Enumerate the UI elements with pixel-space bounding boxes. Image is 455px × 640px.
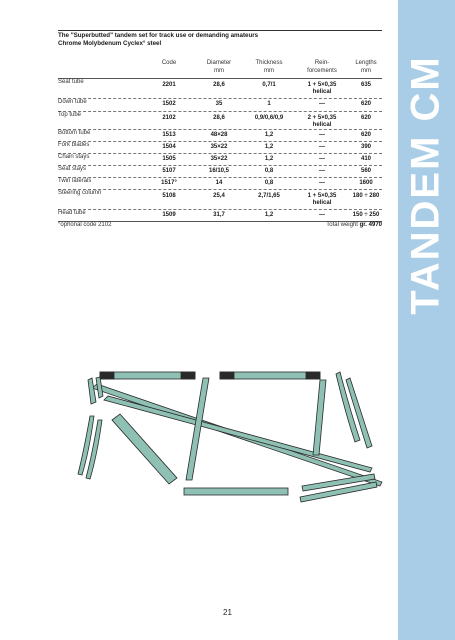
cell-diameter: 35×22 — [210, 156, 228, 162]
top-tube-rear-end-left — [100, 372, 114, 379]
row-label: Steering column — [58, 190, 102, 196]
top-tube-front-end-left — [220, 372, 234, 379]
cell-code: 1509 — [162, 212, 176, 218]
seat-tube-2 — [313, 380, 326, 455]
cell-reinforcements-main: — — [319, 180, 325, 186]
stay-left-2 — [96, 377, 103, 398]
cell-reinforcements-main: 2 + 5×0,35 — [307, 115, 337, 121]
side-title: TANDEM CM — [403, 55, 448, 315]
cell-reinforcements-main: 1 + 5×0,35 — [307, 82, 337, 88]
cell-lengths: 410 — [360, 156, 371, 162]
cell-code: 2201 — [162, 82, 176, 88]
page-number: 21 — [223, 608, 232, 617]
bottom-tube — [184, 488, 288, 495]
cell-lengths: 390 — [360, 144, 371, 150]
cell-code: 1513 — [162, 132, 176, 138]
cell-reinforcements-main: — — [319, 101, 325, 107]
row-label: Down tube — [58, 99, 87, 105]
top-tube-front-body — [220, 372, 320, 379]
cell-lengths: 560 — [360, 168, 371, 174]
column-header-label: Rein- — [314, 60, 330, 66]
total-weight-value: gr. 4970 — [359, 222, 382, 228]
cell-reinforcements-main: — — [319, 212, 325, 218]
row-label: Bottom tube — [58, 130, 91, 136]
cell-thickness: 1,2 — [264, 212, 274, 218]
cell-thickness: 1 — [267, 101, 271, 107]
cell-diameter: 28,6 — [213, 82, 225, 88]
cell-thickness: 1,2 — [264, 132, 274, 138]
row-label: Seat tube — [58, 79, 84, 85]
cell-code: 1502 — [162, 101, 176, 107]
cell-reinforcements-main: — — [319, 168, 325, 174]
cell-code: 1504 — [162, 144, 176, 150]
cell-thickness: 2,7/1,65 — [258, 193, 280, 199]
row-label: Chain stays — [58, 154, 90, 160]
column-header-label: Lengths — [355, 60, 377, 66]
cell-code: 5107 — [162, 168, 176, 174]
cell-diameter: 14 — [215, 180, 223, 186]
cell-thickness: 0,9/0,6/0,9 — [254, 115, 284, 121]
top-tube-rear-end-right — [181, 372, 195, 379]
cell-code: 5108 — [162, 193, 176, 199]
column-header-unit: mm — [361, 67, 371, 74]
total-weight-label: Total weight — [326, 222, 358, 228]
cell-lengths: 620 — [360, 115, 371, 121]
row-label: Fork blades — [58, 142, 90, 148]
cell-reinforcements-note: helical — [312, 89, 332, 95]
footnote: °ophonal code 2102 — [58, 222, 112, 228]
twin-lateral-2 — [104, 396, 372, 472]
row-label: Head tube — [58, 210, 86, 216]
stay-left-1 — [88, 378, 96, 404]
cell-diameter: 28,6 — [213, 115, 225, 121]
cell-lengths: 620 — [360, 101, 371, 107]
cell-lengths: 1600 — [359, 180, 373, 186]
cell-diameter: 35 — [215, 101, 223, 107]
cell-lengths: 180 ÷ 280 — [352, 193, 380, 199]
cell-thickness: 1,2 — [264, 144, 274, 150]
cell-thickness: 0,8 — [264, 168, 274, 174]
cell-code: 2102 — [162, 115, 176, 121]
cell-thickness: 0,7/1 — [262, 82, 276, 88]
top-tube-front — [220, 372, 320, 379]
row-label: Seat stays — [58, 166, 87, 172]
seat-tube-1 — [186, 378, 209, 480]
cell-reinforcements-main: — — [319, 156, 325, 162]
down-tube — [112, 414, 177, 484]
cell-diameter: 48×28 — [210, 132, 228, 138]
heading-line-2: Chrome Molybdenum Cyclex° steel — [58, 40, 162, 47]
row-label: Top tube — [58, 112, 82, 118]
cell-thickness: 0,8 — [264, 180, 274, 186]
cell-lengths: 150 ÷ 250 — [352, 212, 380, 218]
column-header-unit: forcements — [307, 67, 337, 74]
cell-reinforcements-note: helical — [312, 122, 332, 128]
cell-diameter: 35×22 — [210, 144, 228, 150]
column-header-label: Code — [161, 60, 177, 66]
cell-diameter: 25,4 — [213, 193, 225, 199]
column-header-unit: mm — [264, 67, 274, 74]
column-header-label: Thickness — [255, 60, 283, 66]
top-tube-front-end-right — [306, 372, 320, 379]
cell-reinforcements-main: — — [319, 132, 325, 138]
cell-lengths: 635 — [360, 82, 371, 88]
cell-code: 1517° — [161, 180, 177, 186]
cell-code: 1505 — [162, 156, 176, 162]
cell-reinforcements-note: helical — [312, 200, 332, 206]
heading-line-1: The "Superbutted" tandem set for track use or demanding amateurs — [58, 32, 259, 39]
cell-lengths: 620 — [360, 132, 371, 138]
cell-reinforcements-main: — — [319, 144, 325, 150]
cell-reinforcements-main: 1 + 5×0,35 — [307, 193, 337, 199]
column-header-unit: mm — [214, 67, 224, 74]
column-header-label: Diameter — [206, 60, 232, 66]
row-label: Twin laterals — [58, 178, 92, 184]
cell-diameter: 16/10,5 — [208, 168, 230, 174]
cell-diameter: 31,7 — [213, 212, 225, 218]
cell-thickness: 1,2 — [264, 156, 274, 162]
top-tube-rear — [100, 372, 195, 379]
